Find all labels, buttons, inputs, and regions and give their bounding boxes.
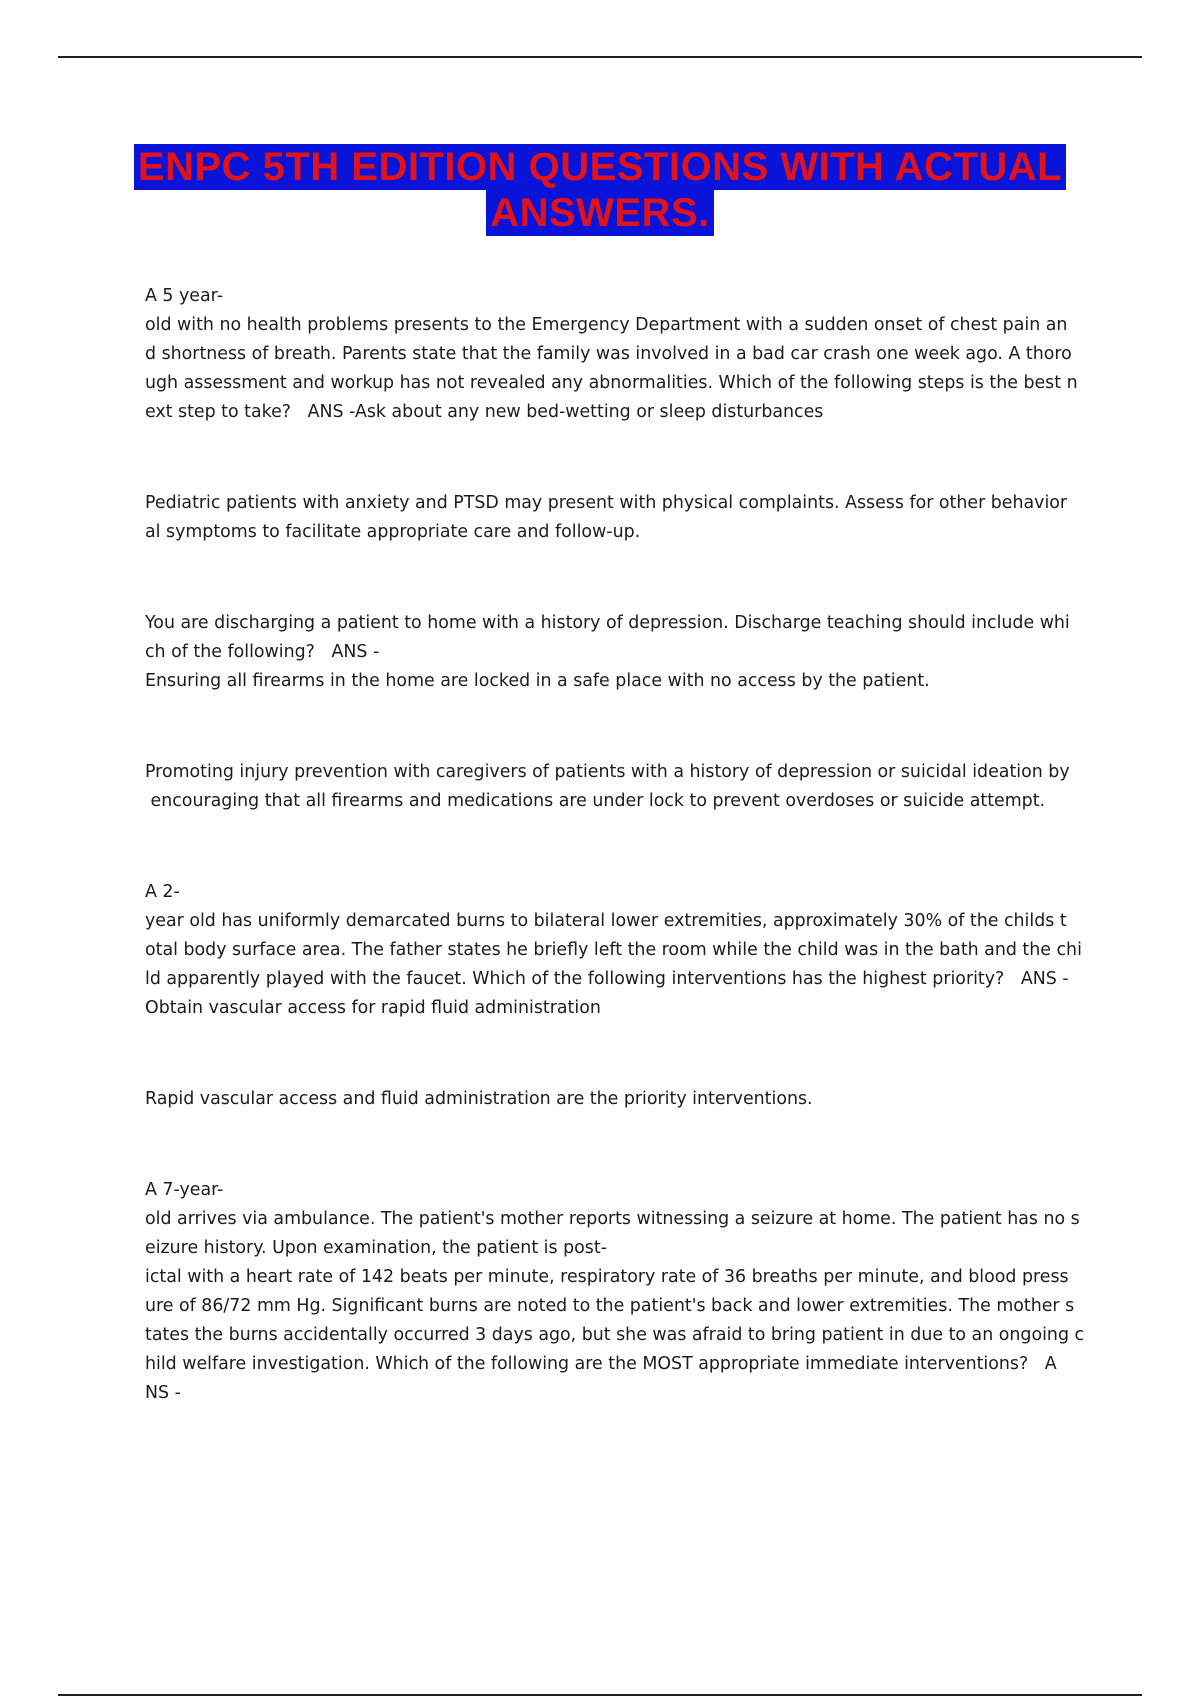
text-line: You are discharging a patient to home with a history of depression. Discharge teaching should include whi [145, 613, 1070, 633]
text-line: old arrives via ambulance. The patient's mother reports witnessing a seizure at home. The patient has no s [145, 1209, 1080, 1229]
rationale-block-3 [145, 1085, 1090, 1114]
text-line: al symptoms to facilitate appropriate care and follow-up. [145, 522, 641, 542]
rationale-block-2 [145, 758, 1090, 816]
question-block-1 [145, 282, 1090, 427]
document-title [0, 144, 1200, 236]
question-block-3 [145, 878, 1090, 1023]
text-line: d shortness of breath. Parents state that the family was involved in a bad car crash one week ago. A thoro [145, 344, 1072, 364]
question-block-4 [145, 1176, 1090, 1408]
text-line: ch of the following? ANS - [145, 642, 380, 662]
rationale-block-1 [145, 489, 1090, 547]
text-line: ext step to take? ANS -Ask about any new bed-wetting or sleep disturbances [145, 402, 824, 422]
text-line: otal body surface area. The father states he briefly left the room while the child was in the bath and the chi [145, 940, 1082, 960]
text-line: ictal with a heart rate of 142 beats per minute, respiratory rate of 36 breaths per minute, and blood press [145, 1267, 1069, 1287]
text-line: Ensuring all firearms in the home are locked in a safe place with no access by the patient. [145, 671, 930, 691]
text-line: ure of 86/72 mm Hg. Significant burns are noted to the patient's back and lower extremities. The mother s [145, 1296, 1075, 1316]
text-line: tates the burns accidentally occurred 3 days ago, but she was afraid to bring patient in due to an ongoing c [145, 1325, 1085, 1345]
title-line-2: ANSWERS. [486, 190, 714, 236]
text-line: Promoting injury prevention with caregivers of patients with a history of depression or suicidal ideation by [145, 762, 1070, 782]
text-line: NS - [145, 1383, 181, 1403]
footer-rule [58, 1694, 1142, 1696]
question-block-2 [145, 609, 1090, 696]
title-line-1: ENPC 5TH EDITION QUESTIONS WITH ACTUAL [134, 144, 1066, 190]
text-line: old with no health problems presents to the Emergency Department with a sudden onset of chest pain an [145, 315, 1068, 335]
text-line: Obtain vascular access for rapid fluid administration [145, 998, 601, 1018]
text-line: ugh assessment and workup has not revealed any abnormalities. Which of the following steps is the best n [145, 373, 1078, 393]
text-line: A 7-year- [145, 1180, 224, 1200]
text-line: A 2- [145, 882, 180, 902]
header-rule [58, 56, 1142, 58]
text-line: ld apparently played with the faucet. Which of the following interventions has the highest priority? ANS - [145, 969, 1069, 989]
text-line: A 5 year- [145, 286, 223, 306]
text-line: eizure history. Upon examination, the patient is post- [145, 1238, 607, 1258]
text-line: Pediatric patients with anxiety and PTSD may present with physical complaints. Assess for other behavior [145, 493, 1068, 513]
text-line: encouraging that all firearms and medications are under lock to prevent overdoses or suicide attempt. [145, 791, 1046, 811]
text-line: Rapid vascular access and fluid administration are the priority interventions. [145, 1089, 813, 1109]
document-body [145, 282, 1090, 1408]
text-line: year old has uniformly demarcated burns to bilateral lower extremities, approximately 30% of the childs t [145, 911, 1067, 931]
text-line: hild welfare investigation. Which of the following are the MOST appropriate immediate interventions? A [145, 1354, 1057, 1374]
